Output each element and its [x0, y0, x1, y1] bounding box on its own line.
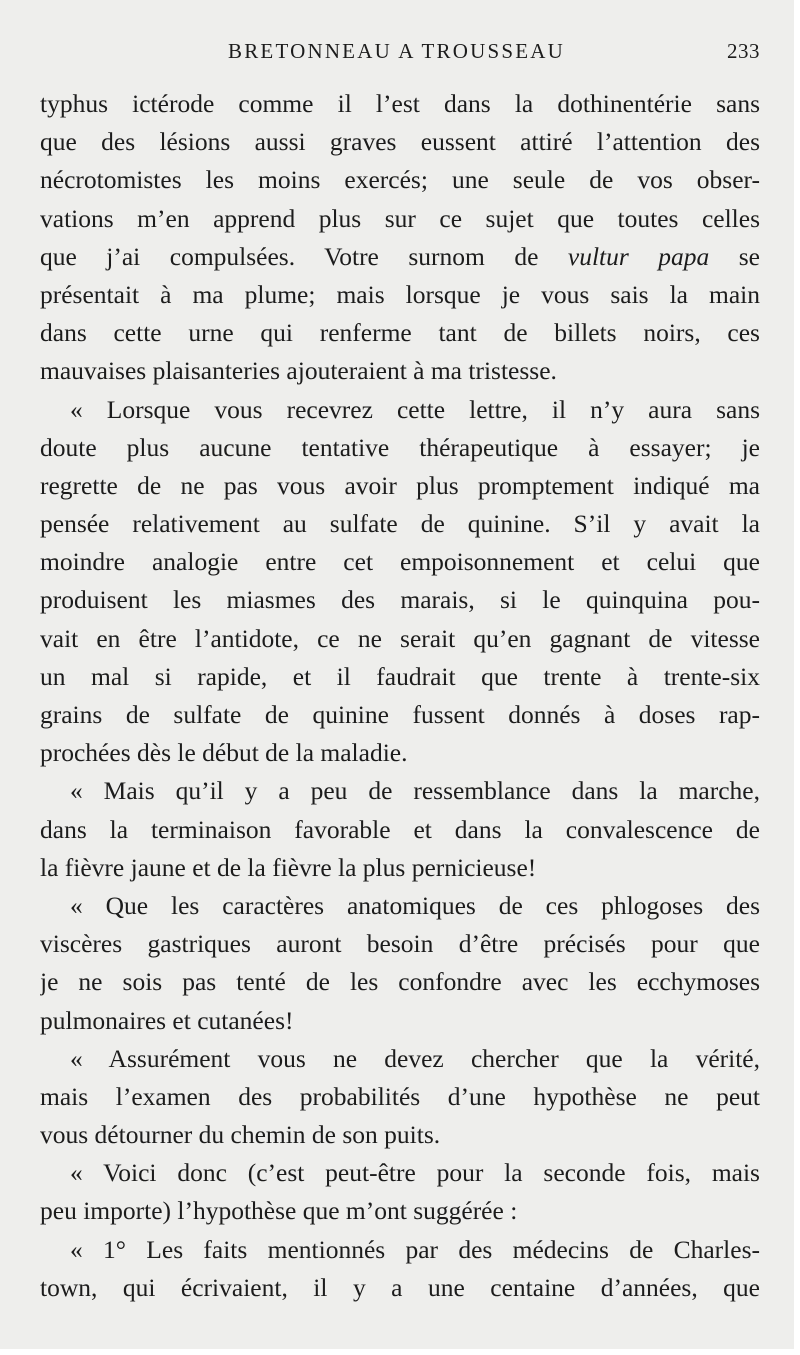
- text-line: [40, 1154, 760, 1192]
- text-line: [40, 352, 760, 390]
- line-text: « Assurément vous ne devez chercher que la vérité,: [70, 1043, 760, 1073]
- line-text: « Mais qu’il y a peu de ressemblance dans la marche,: [70, 776, 760, 806]
- line-text: mauvaises plaisanteries ajouteraient à ma tristesse.: [40, 356, 557, 386]
- text-line: [40, 238, 760, 276]
- text-line: [40, 314, 760, 352]
- line-text: vations m’en apprend plus sur ce sujet que toutes celles: [40, 203, 760, 233]
- line-text: « Voici donc (c’est peut-être pour la seconde fois, mais: [70, 1158, 760, 1188]
- text-line: [40, 1078, 760, 1116]
- line-text: typhus ictérode comme il l’est dans la dothinentérie sans: [40, 89, 760, 118]
- page-edge-right: [794, 0, 800, 1355]
- line-text: un mal si rapide, et il faudrait que trente à trente-six: [40, 661, 760, 691]
- text-line: [40, 849, 760, 887]
- text-line: [40, 734, 760, 772]
- line-text: la fièvre jaune et de la fièvre la plus pernicieuse!: [40, 852, 537, 882]
- line-text: dans cette urne qui renferme tant de billets noirs, ces: [40, 318, 760, 348]
- text-line: [40, 620, 760, 658]
- line-text: town, qui écrivaient, il y a une centaine d’années, que: [40, 1272, 760, 1302]
- text-line: [40, 811, 760, 849]
- line-text-after: se: [709, 241, 760, 271]
- text-line: [40, 581, 760, 619]
- text-line: [40, 200, 760, 238]
- italic-phrase: vultur papa: [567, 241, 710, 271]
- line-text: « Lorsque vous recevrez cette lettre, il n’y aura sans: [70, 394, 760, 424]
- text-line: [40, 467, 760, 505]
- line-text: « Que les caractères anatomiques de ces phlogoses des: [70, 890, 760, 920]
- text-line: [40, 658, 760, 696]
- line-text: grains de sulfate de quinine fussent donnés à doses rap-: [40, 700, 760, 729]
- line-text: mais l’examen des probabilités d’une hypothèse ne peut: [40, 1081, 760, 1111]
- text-line: [40, 1040, 760, 1078]
- running-head: [0, 36, 800, 66]
- page-edge-bottom: [0, 1349, 800, 1355]
- line-text: produisent les miasmes des marais, si le quinquina pou-: [40, 585, 760, 615]
- text-line: [40, 1192, 760, 1230]
- line-text: peu importe) l’hypothèse que m’ont suggérée :: [40, 1196, 518, 1226]
- line-text: regrette de ne pas vous avoir plus promptement indiqué ma: [40, 470, 760, 500]
- text-line: [40, 696, 760, 734]
- text-line: [40, 391, 760, 429]
- line-text: que j’ai compulsées. Votre surnom de: [40, 241, 568, 271]
- line-text: viscères gastriques auront besoin d’être précisés pour que: [40, 929, 760, 959]
- line-text: pensée relativement au sulfate de quinine. S’il y avait la: [40, 509, 760, 539]
- text-line: [40, 429, 760, 467]
- line-text: vait en être l’antidote, ce ne serait qu’en gagnant de vitesse: [40, 623, 760, 653]
- running-title: BRETONNEAU A TROUSSEAU: [228, 39, 565, 63]
- line-text: doute plus aucune tentative thérapeutique à essayer; je: [40, 432, 760, 462]
- line-text: que des lésions aussi graves eussent attiré l’attention des: [40, 127, 760, 157]
- line-text: prochées dès le début de la maladie.: [40, 738, 408, 768]
- text-line: [40, 887, 760, 925]
- body-text: [40, 85, 760, 1307]
- text-line: [40, 772, 760, 810]
- line-text: moindre analogie entre cet empoisonnement et celui que: [40, 547, 760, 577]
- text-line: [40, 85, 760, 123]
- text-line: [40, 963, 760, 1001]
- text-line: [40, 543, 760, 581]
- text-line: [40, 1116, 760, 1154]
- page-number: 233: [727, 39, 760, 63]
- line-text: vous détourner du chemin de son puits.: [40, 1120, 441, 1150]
- text-line: [40, 505, 760, 543]
- line-text: présentait à ma plume; mais lorsque je vous sais la main: [40, 279, 760, 309]
- text-line: [40, 1269, 760, 1307]
- line-text: dans la terminaison favorable et dans la convalescence de: [40, 814, 760, 844]
- line-text: nécrotomistes les moins exercés; une seule de vos obser-: [40, 165, 760, 195]
- text-line: [40, 1002, 760, 1040]
- text-line: [40, 123, 760, 161]
- line-text: pulmonaires et cutanées!: [40, 1005, 294, 1035]
- text-line: [40, 925, 760, 963]
- line-text: je ne sois pas tenté de les confondre avec les ecchymoses: [40, 967, 760, 997]
- line-text: « 1° Les faits mentionnés par des médecins de Charles-: [70, 1234, 760, 1264]
- text-line: [40, 161, 760, 199]
- text-line: [40, 276, 760, 314]
- text-line: [40, 1231, 760, 1269]
